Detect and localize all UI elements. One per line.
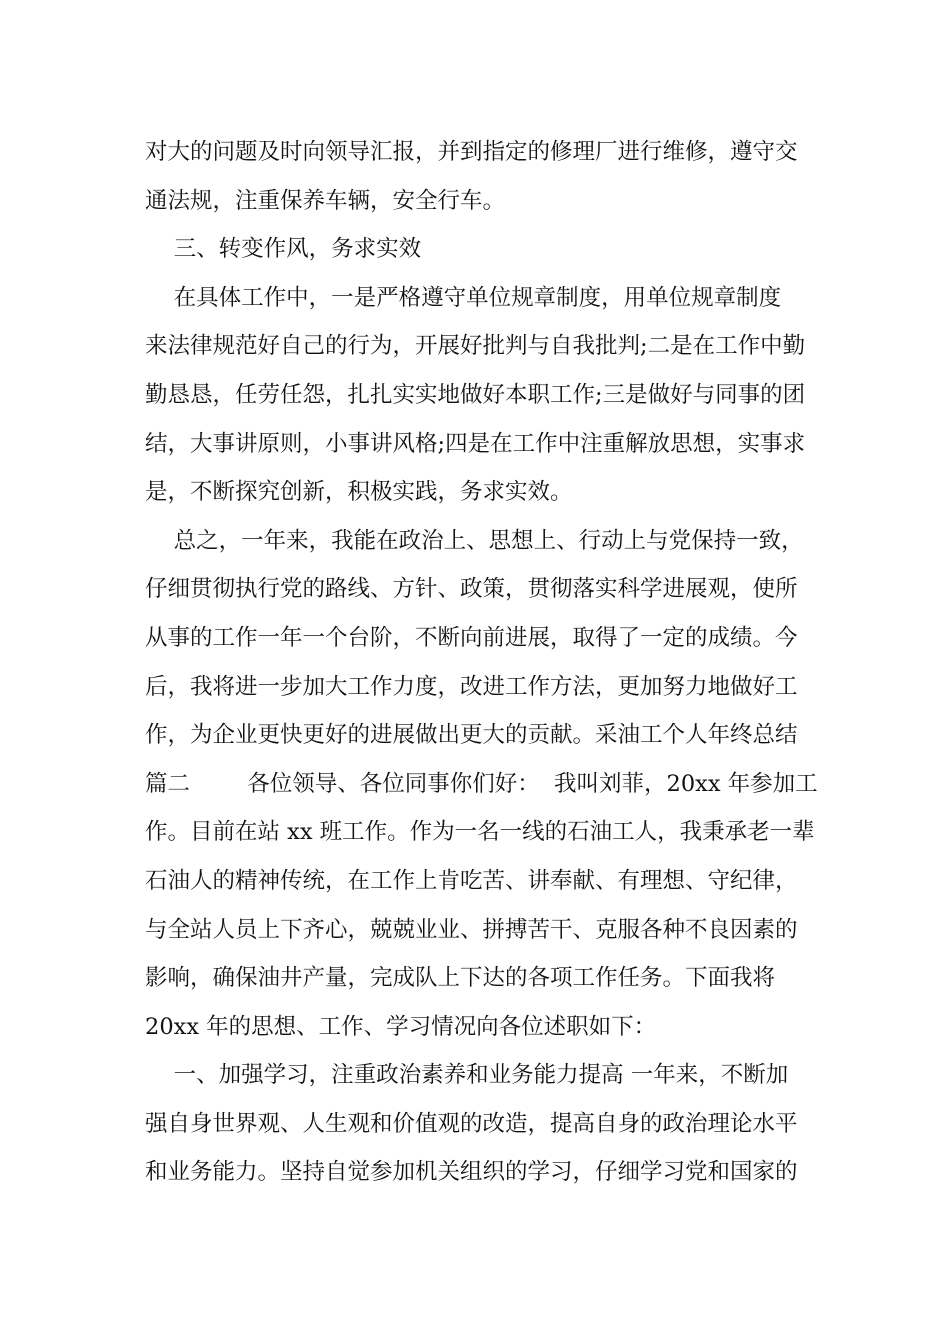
text-line: 影响，确保油井产量，完成队上下达的各项工作任务。下面我将 <box>145 965 776 992</box>
text-line: 与全站人员上下齐心，兢兢业业、拼搏苦干、克服各种不良因素的 <box>145 916 798 943</box>
text-line: 仔细贯彻执行党的路线、方针、政策，贯彻落实科学进展观，使所 <box>145 576 798 603</box>
text-line: 勤恳恳，任劳任怨，扎扎实实地做好本职工作;三是做好与同事的团 <box>145 381 806 408</box>
text-line: 总之，一年来，我能在政治上、思想上、行动上与党保持一致， <box>145 527 804 554</box>
text-line: 一、加强学习，注重政治素养和业务能力提高 一年来，不断加 <box>145 1062 789 1089</box>
section-heading: 三、转变作风，务求实效 <box>145 236 422 263</box>
text-line: 在具体工作中，一是严格遵守单位规章制度，用单位规章制度 <box>145 284 782 311</box>
text-line: 从事的工作一年一个台阶，不断向前进展，取得了一定的成绩。今 <box>145 624 798 651</box>
text-line: 对大的问题及时向领导汇报，并到指定的修理厂进行维修，遵守交 <box>145 139 798 165</box>
text-line: 结，大事讲原则，小事讲风格;四是在工作中注重解放思想，实事求 <box>145 430 806 457</box>
text-line: 和业务能力。坚持自觉参加机关组织的学习，仔细学习党和国家的 <box>145 1159 798 1186</box>
text-line: 后，我将进一步加大工作力度，改进工作方法，更加努力地做好工 <box>145 673 798 700</box>
text-line: 20xx 年的思想、工作、学习情况向各位述职如下： <box>145 1013 657 1040</box>
text-line: 强自身世界观、人生观和价值观的改造，提高自身的政治理论水平 <box>145 1110 798 1137</box>
text-line: 石油人的精神传统，在工作上肯吃苦、讲奉献、有理想、守纪律， <box>145 867 798 894</box>
text-line: 通法规，注重保养车辆，安全行车。 <box>145 187 506 214</box>
text-line: 作，为企业更快更好的进展做出更大的贡献。采油工个人年终总结 <box>145 722 798 749</box>
text-line: 是，不断探究创新，积极实践，务求实效。 <box>145 479 573 506</box>
text-line: 来法律规范好自己的行为，开展好批判与自我批判;二是在工作中勤 <box>145 333 806 360</box>
document-body <box>145 128 818 1197</box>
text-line: 篇二 各位领导、各位同事你们好： 我叫刘菲，20xx 年参加工 <box>145 770 818 797</box>
text-line: 作。目前在站 xx 班工作。作为一名一线的石油工人，我秉承老一辈 <box>145 819 815 846</box>
